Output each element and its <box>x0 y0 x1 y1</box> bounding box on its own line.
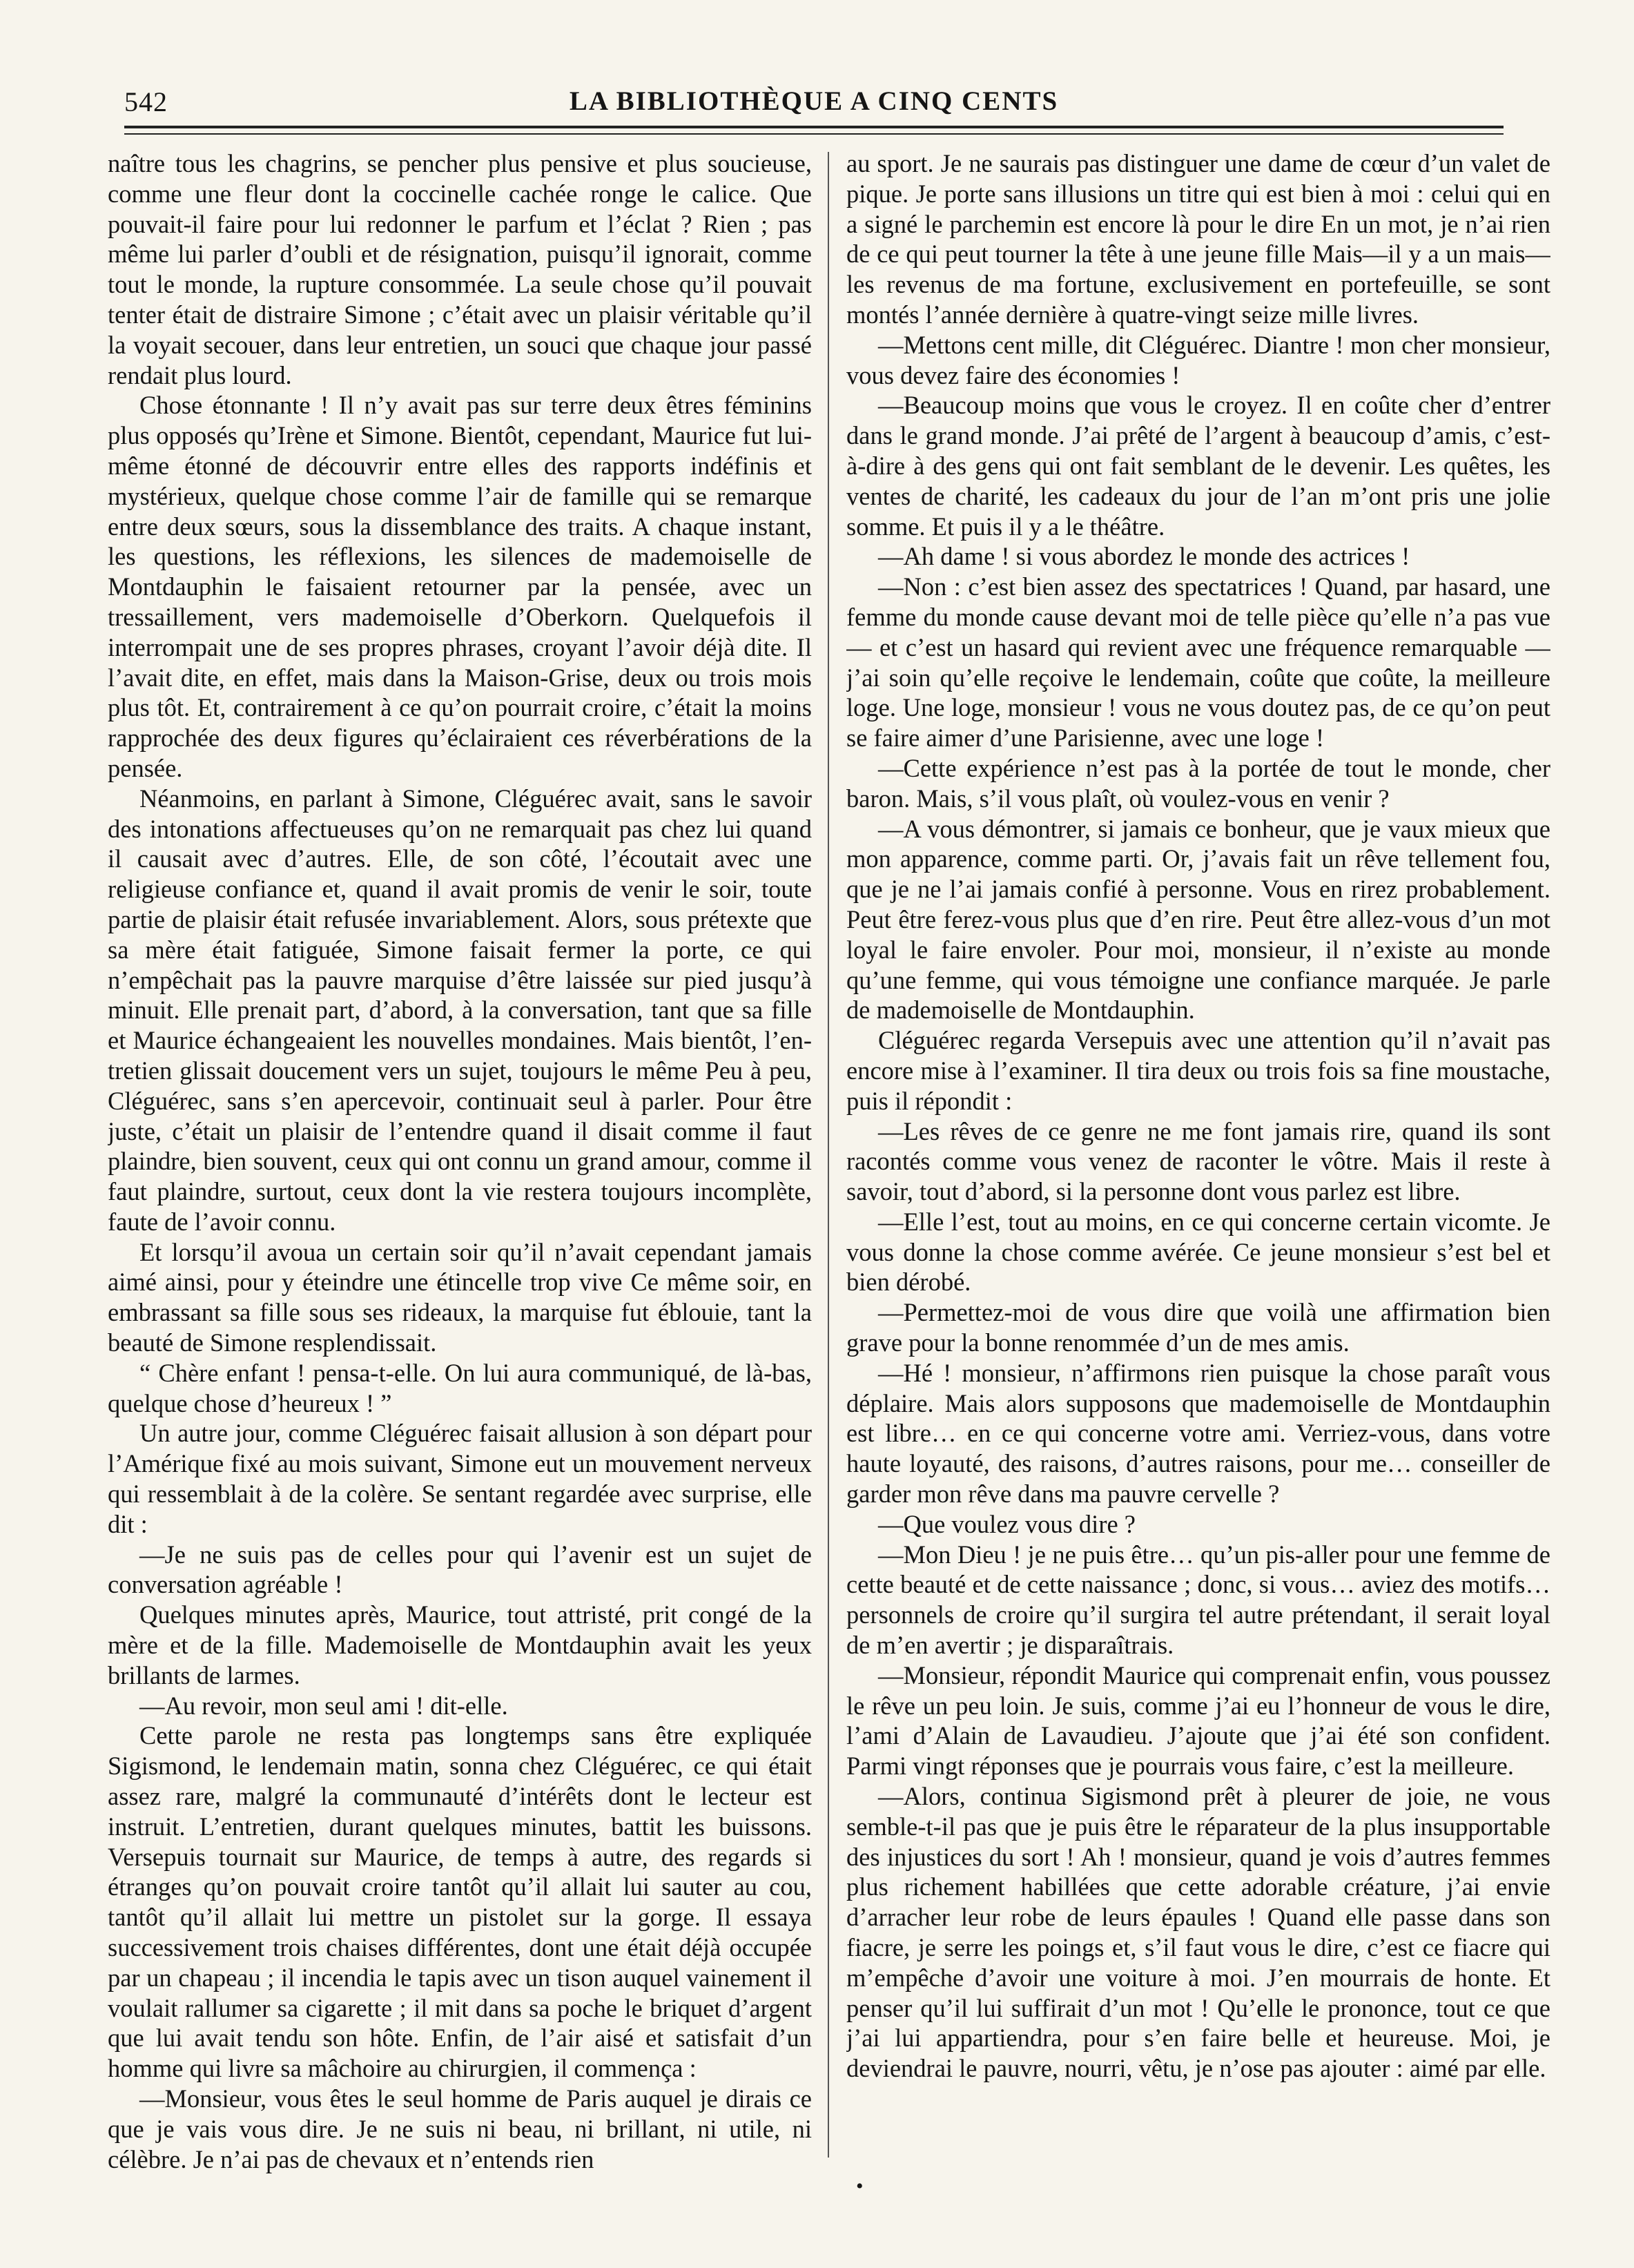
paragraph: —Alors, continua Sigismond prêt à pleurer de joie, ne vous semble-t-il pas que je puis être le réparateur de la plus insupportable des injustices du sort ! Ah ! monsieur, quand je vois d’autres femmes plus richement habillées que cette adorable créature, j’ai envie d’arracher leur robe de leurs épaules ! Quand elle passe dans son fiacre, je serre les poings et, s’il faut vous le dire, c’est ce fiacre qui m’empêche d’avoir une voiture à moi. J’en mourrais de honte. Et penser qu’il lui suffirait d’un mot ! Qu’elle le prononce, tout ce que j’ai lui appartiendra, pour s’en faire belle et heureuse. Moi, je deviendrai le pauvre, nourri, vêtu, je n’ose pas ajouter : aimé par elle. <box>846 1782 1550 2083</box>
page-header <box>124 81 1504 126</box>
paragraph: Néanmoins, en parlant à Simone, Cléguérec avait, sans le savoir des intonations affectueuses qu’on ne remarquait pas chez lui quand il causait avec d’autres. Elle, de son côté, l’écoutait avec une religieuse confiance et, quand il avait promis de venir le soir, toute partie de plaisir était refusée invariablement. Alors, sous prétexte que sa mère était fatiguée, Simone faisait fermer la porte, ce qui n’empêchait pas la pauvre marquise d’être laissée sur pied jusqu’à minuit. Elle prenait part, d’abord, à la conversation, tant que sa fille et Maurice échangeaient les nouvelles mondaines. Mais bientôt, l’entretien glissait doucement vers un sujet, toujours le même Peu à peu, Cléguérec, sans s’en apercevoir, continuait seul à parler. Pour être juste, c’était un plaisir de l’entendre quand il disait comme il faut plaindre, bien souvent, ceux qui ont connu un grand amour, comme il faut plaindre, surtout, ceux dont la vie restera toujours incomplète, faute de l’avoir connu. <box>108 784 812 1236</box>
paragraph: —Cette expérience n’est pas à la portée de tout le monde, cher baron. Mais, s’il vous plaît, où voulez-vous en venir ? <box>846 753 1550 813</box>
column-divider <box>828 152 829 2158</box>
page-number: 542 <box>124 86 168 117</box>
header-rule-thick <box>124 126 1504 128</box>
paragraph: —Hé ! monsieur, n’affirmons rien puisque la chose paraît vous déplaire. Mais alors supposons que mademoiselle de Montdauphin est libre… en ce qui concerne votre ami. Verriez-vous, dans votre haute loyauté, des raisons, d’autres raisons, pour me… conseiller de garder mon rêve dans ma pauvre cervelle ? <box>846 1358 1550 1509</box>
paragraph: —Au revoir, mon seul ami ! dit-elle. <box>139 1691 508 1720</box>
paragraph: Cette parole ne resta pas longtemps sans être expliquée Sigismond, le lendemain matin, sonna chez Cléguérec, ce qui était assez rare, malgré la communauté d’intérêts dont le lecteur est instruit. L’entretien, durant quelques minutes, battit les buissons. Versepuis tournait sur Maurice, de temps à autre, des regards si étranges qu’on pouvait croire tantôt qu’il allait lui sauter au cou, tantôt qu’il allait lui mettre un pistolet sur la gorge. Il essaya successivement trois chaises différentes, dont une était déjà occupée par un chapeau ; il incendia le tapis avec un tison auquel vainement il voulait rallumer sa cigarette ; il mit dans sa poche le briquet d’argent que lui avait tendu son hôte. Enfin, de l’air aisé et satisfait d’un homme qui livre sa mâchoire au chirurgien, il commença : <box>108 1721 812 2083</box>
paragraph: Un autre jour, comme Cléguérec faisait allusion à son départ pour l’Amérique fixé au mois suivant, Simone eut un mouvement nerveux qui ressemblait à de la colère. Se sentant regardée avec surprise, elle dit : <box>108 1419 812 1538</box>
right-column <box>846 148 1550 2192</box>
paragraph: au sport. Je ne saurais pas distinguer une dame de cœur d’un valet de pique. Je porte sans illusions un titre qui est bien à moi : celui qui en a signé le parchemin est encore là pour le dire En un mot, je n’ai rien de ce qui peut tourner la tête à une jeune fille Mais—il y a un mais—les revenus de ma fortune, exclusivement en portefeuille, se sont montés l’année dernière à quatre-vingt seize mille livres. <box>846 149 1550 329</box>
running-title: LA BIBLIOTHÈQUE A CINQ CENTS <box>569 86 1059 116</box>
paragraph: “ Chère enfant ! pensa-t-elle. On lui aura communiqué, de là-bas, quelque chose d’heureux ! ” <box>108 1358 812 1417</box>
paragraph: —Beaucoup moins que vous le croyez. Il en coûte cher d’entrer dans le grand monde. J’ai prêté de l’argent à beaucoup d’amis, c’est-à-dire à des gens qui ont fait semblant de le devenir. Les quêtes, les ventes de charité, les cadeaux du jour de l’an m’ont pris une jolie somme. Et puis il y a le théâtre. <box>846 391 1550 541</box>
paragraph: —Permettez-moi de vous dire que voilà une affirmation bien grave pour la bonne renommée d’un de mes amis. <box>846 1298 1550 1357</box>
paragraph: —Monsieur, répondit Maurice qui comprenait enfin, vous poussez le rêve un peu loin. Je suis, comme j’ai eu l’honneur de vous le dire, l’ami d’Alain de Lavaudieu. J’ajoute que j’ai été son confident. Parmi vingt réponses que je pourrais vous faire, c’est la meilleure. <box>846 1660 1550 1781</box>
paragraph: Quelques minutes après, Maurice, tout attristé, prit congé de la mère et de la fille. Mademoiselle de Montdauphin avait les yeux brillants de larmes. <box>108 1600 812 1689</box>
paragraph: —Elle l’est, tout au moins, en ce qui concerne certain vicomte. Je vous donne la chose comme avérée. Ce jeune monsieur s’est bel et bien dérobé. <box>846 1207 1550 1297</box>
paragraph: —Que voulez vous dire ? <box>878 1509 1136 1538</box>
paragraph: —Non : c’est bien assez des spectatrices ! Quand, par hasard, une femme du monde cause devant moi de telle pièce qu’elle n’a pas vue — et c’est un hasard qui revient avec une fréquence remarquable —j’ai soin qu’elle reçoive le lendemain, coûte que coûte, la meilleure loge. Une loge, monsieur ! vous ne vous doutez pas, de ce qu’on peut se faire aimer d’une Parisienne, avec une loge ! <box>846 572 1550 753</box>
paragraph: —A vous démontrer, si jamais ce bonheur, que je vaux mieux que mon apparence, comme parti. Or, j’avais fait un rêve tellement fou, que je ne l’ai jamais confié à personne. Vous en rirez probablement. Peut être ferez-vous plus que d’en rire. Peut être allez-vous d’un mot loyal le faire envoler. Pour moi, monsieur, il n’existe au monde qu’une femme, qui vous témoigne une confiance marquée. Je parle de mademoiselle de Montdauphin. <box>846 814 1550 1025</box>
header-rule-thin <box>124 133 1504 135</box>
paragraph: —Les rêves de ce genre ne me font jamais rire, quand ils sont racontés comme vous venez de raconter le vôtre. Mais il reste à savoir, tout d’abord, si la personne dont vous parlez est libre. <box>846 1116 1550 1206</box>
paragraph: Chose étonnante ! Il n’y avait pas sur terre deux êtres féminins plus opposés qu’Irène et Simone. Bientôt, cependant, Maurice fut lui-même étonné de découvrir entre elles des rapports indéfinis et mystérieux, quelque chose comme l’air de famille qui se remarque entre deux sœurs, sous la dissemblance des traits. A chaque instant, les questions, les réflexions, les silences de mademoiselle de Montdauphin le faisaient retourner par la pensée, avec un tressaillement, vers mademoiselle d’Oberkorn. Quelquefois il interrompait une de ses propres phrases, croyant l’avoir déjà dite. Il l’avait dite, en effet, mais dans la Maison-Grise, deux ou trois mois plus tôt. Et, contrairement à ce qu’on pourrait croire, c’était la moins rapprochée des deux figures qu’éclairaient ces réverbérations de la pensée. <box>108 391 812 782</box>
paragraph: —Monsieur, vous êtes le seul homme de Paris auquel je dirais ce que je vais vous dire. Je ne suis ni beau, ni brillant, ni utile, ni célèbre. Je n’ai pas de chevaux et n’entends rien <box>108 2084 812 2173</box>
footer-mark: • <box>856 2175 864 2198</box>
paragraph: —Mon Dieu ! je ne puis être… qu’un pis-aller pour une femme de cette beauté et de cette naissance ; donc, si vous… aviez des motifs… personnels de croire qu’il surgira tel autre prétendant, il serait loyal de m’en avertir ; je disparaîtrais. <box>846 1540 1550 1660</box>
left-column <box>108 148 812 2192</box>
paragraph: Cléguérec regarda Versepuis avec une attention qu’il n’avait pas encore mise à l’examiner. Il tira deux ou trois fois sa fine moustache, puis il répondit : <box>846 1026 1550 1115</box>
paragraph: —Ah dame ! si vous abordez le monde des actrices ! <box>878 542 1410 571</box>
paragraph: —Mettons cent mille, dit Cléguérec. Diantre ! mon cher monsieur, vous devez faire des économies ! <box>846 330 1550 389</box>
paragraph: —Je ne suis pas de celles pour qui l’avenir est un sujet de conversation agréable ! <box>108 1540 812 1599</box>
paragraph: Et lorsqu’il avoua un certain soir qu’il n’avait cependant jamais aimé ainsi, pour y éteindre une étincelle trop vive Ce même soir, en embrassant sa fille sous ses rideaux, la marquise fut éblouie, tant la beauté de Simone resplendissait. <box>108 1237 812 1357</box>
paragraph: naître tous les chagrins, se pencher plus pensive et plus soucieuse, comme une fleur dont la coccinelle cachée ronge le calice. Que pouvait-il faire pour lui redonner le parfum et l’éclat ? Rien ; pas même lui parler d’oubli et de résignation, puisqu’il ignorait, comme tout le monde, la rupture consommée. La seule chose qu’il pouvait tenter était de distraire Simone ; c’était avec un plaisir véritable qu’il la voyait secouer, dans leur entretien, un souci que chaque jour passé rendait plus lourd. <box>108 149 812 389</box>
